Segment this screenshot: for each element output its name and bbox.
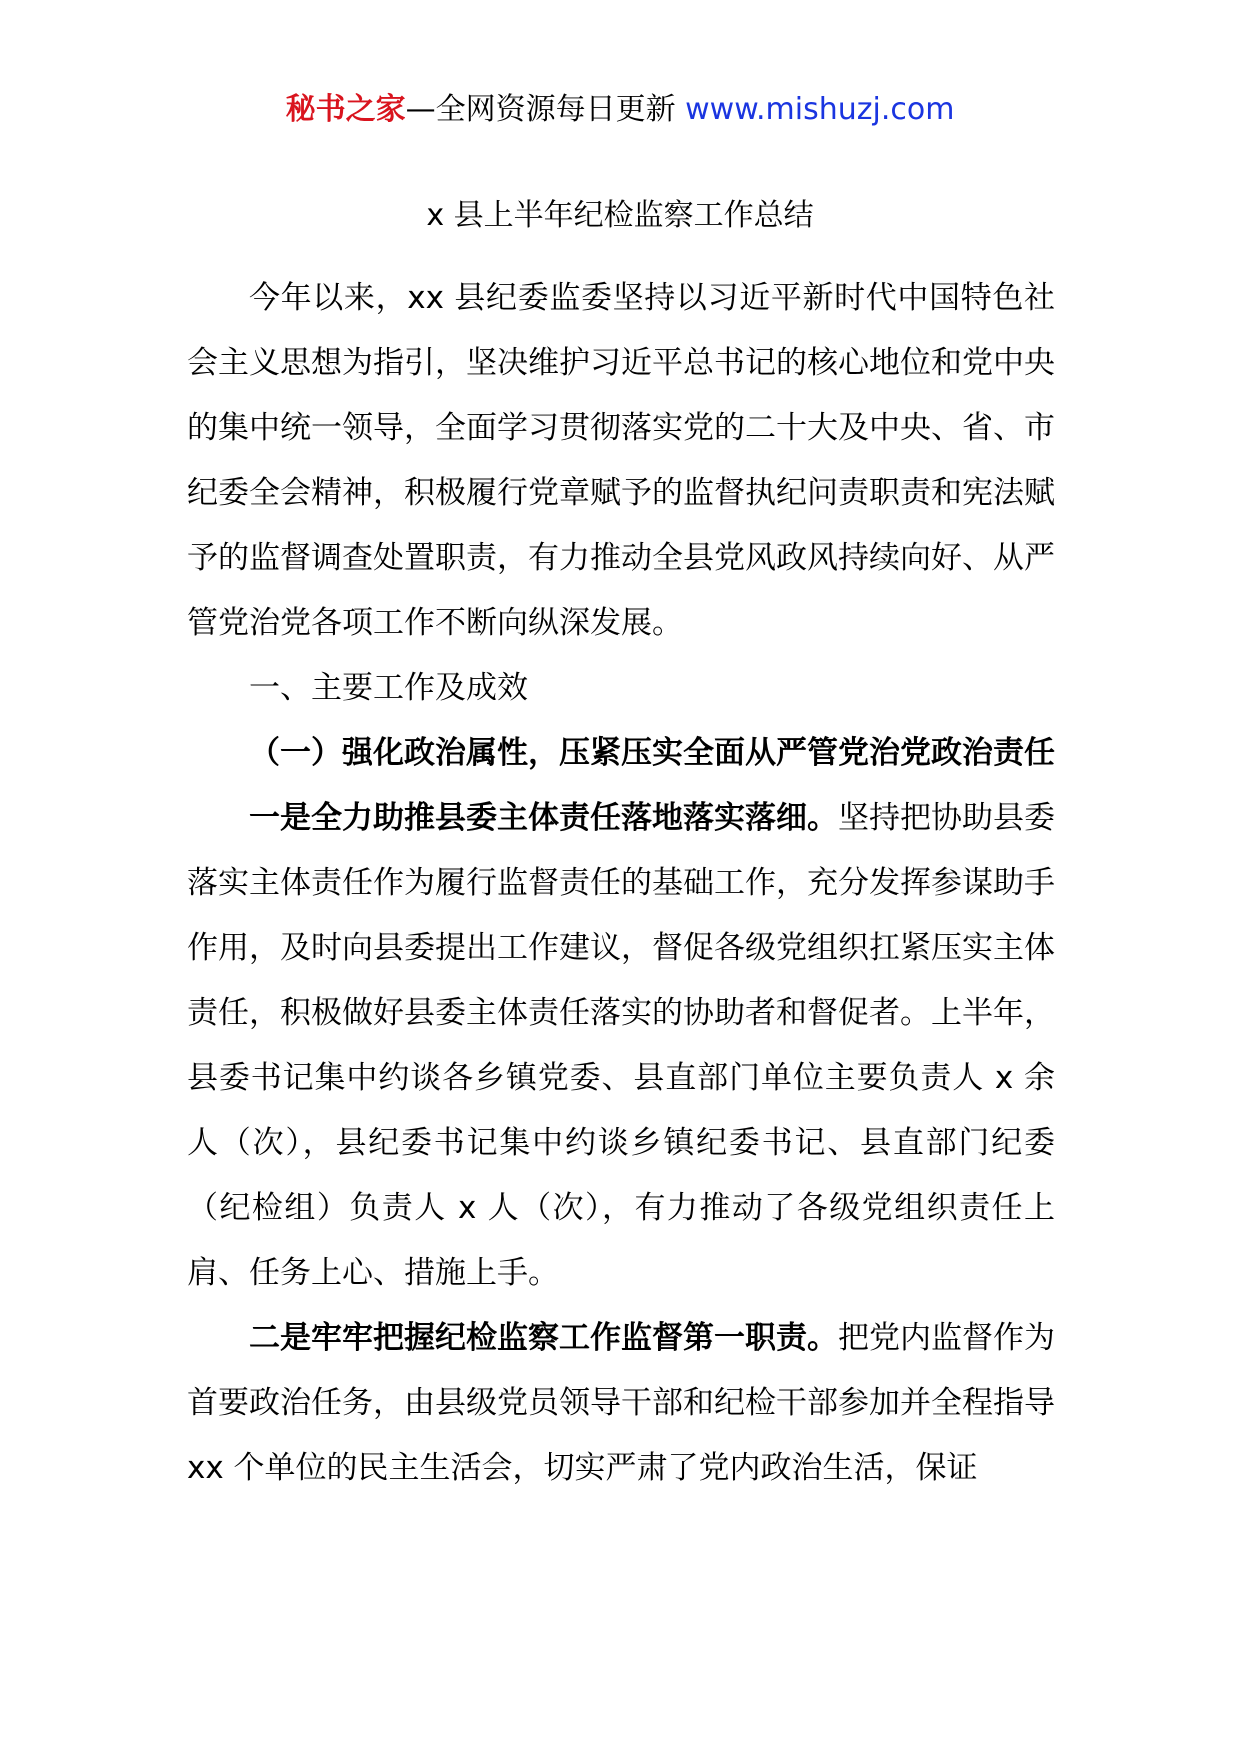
site-url-link[interactable]: www.mishuzj.com: [685, 92, 955, 127]
document-title: x 县上半年纪检监察工作总结: [426, 198, 814, 233]
subsection-heading: （一）强化政治属性，压紧压实全面从严管党治党政治责任: [249, 735, 1055, 771]
item-2-body: 把党内监督作为首要政治任务，由县级党员领导干部和纪检干部参加并全程指导 xx 个单位的民主生活会，切实严肃了党内政治生活，保证: [187, 1320, 1055, 1486]
section-heading: 一、主要工作及成效: [249, 670, 528, 706]
header-tagline: —全网资源每日更新: [405, 92, 676, 127]
item-paragraph-1: [187, 786, 1055, 1306]
site-header: [0, 88, 1240, 132]
item-paragraph-2: [187, 1306, 1055, 1501]
intro-paragraph: 今年以来，xx 县纪委监委坚持以习近平新时代中国特色社会主义思想为指引，坚决维护习近平总书记的核心地位和党中央的集中统一领导，全面学习贯彻落实党的二十大及中央、省、市纪委全会精神，积极履行党章赋予的监督执纪问责职责和宪法赋予的监督调查处置职责，有力推动全县党风政风持续向好、从严管党治党各项工作不断向纵深发展。: [187, 280, 1055, 641]
item-1-body: 坚持把协助县委落实主体责任作为履行监督责任的基础工作，充分发挥参谋助手作用，及时向县委提出工作建议，督促各级党组织扛紧压实主体责任，积极做好县委主体责任落实的协助者和督促者。上半年，县委书记集中约谈各乡镇党委、县直部门单位主要负责人 x 余人（次），县纪委书记集中约谈乡镇纪委书记、县直部门纪委（纪检组）负责人 x 人（次），有力推动了各级党组织责任上肩、任务上心、措施上手。: [187, 800, 1055, 1291]
item-2-lead: 二是牢牢把握纪检监察工作监督第一职责。: [249, 1320, 838, 1356]
document-body: [187, 266, 1055, 1501]
brand-name: 秘书之家: [285, 92, 406, 127]
item-1-lead: 一是全力助推县委主体责任落地落实落细。: [249, 800, 838, 836]
